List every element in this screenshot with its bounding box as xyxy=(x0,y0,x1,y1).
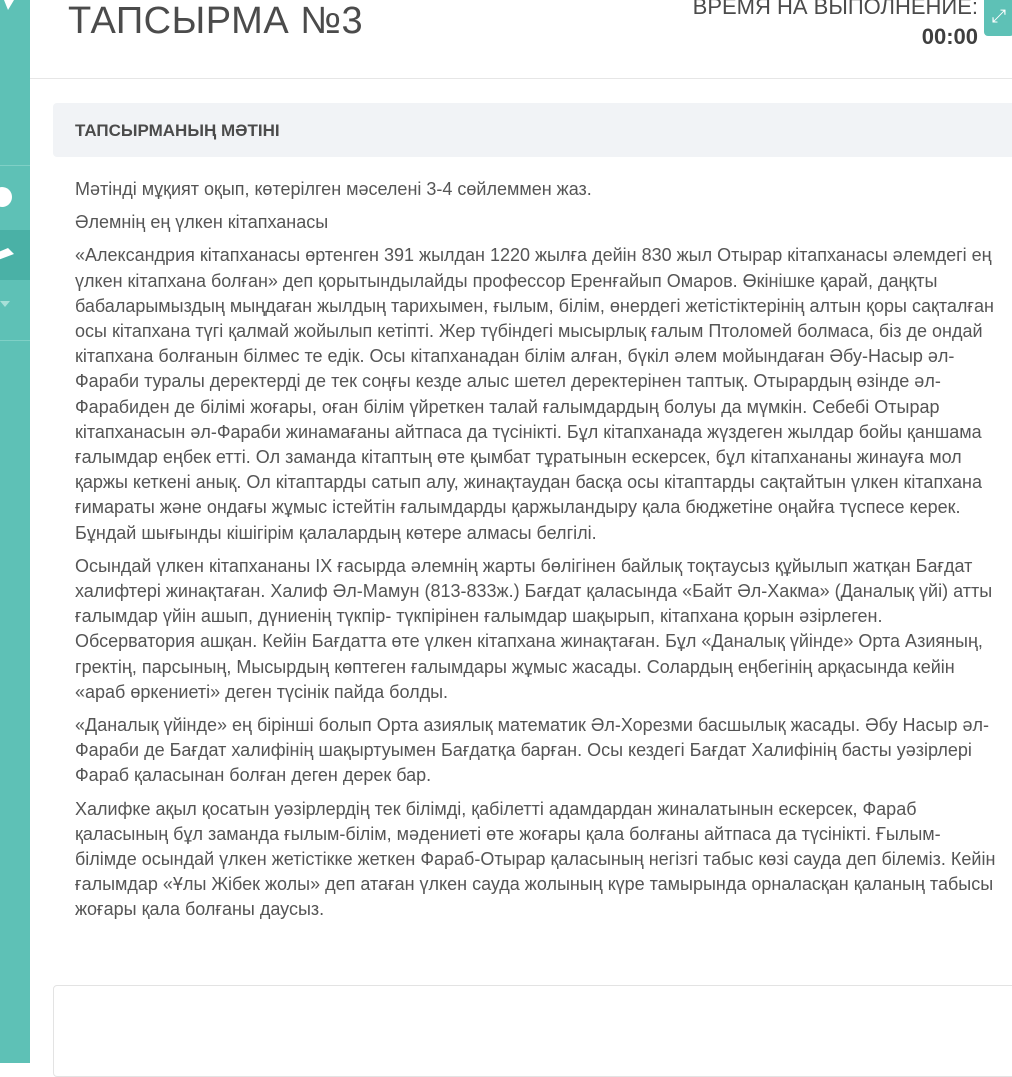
section-title: ТАПСЫРМАНЫҢ МӘТІНІ xyxy=(75,121,280,140)
timer-label: ВРЕМЯ НА ВЫПОЛНЕНИЕ: xyxy=(692,0,978,19)
sidebar-item-top[interactable] xyxy=(0,0,30,20)
answer-input[interactable] xyxy=(53,985,1012,1077)
sidebar xyxy=(0,0,30,1063)
paragraph-4: Халифке ақыл қосатын уәзірлердің тек білімді, қабілетті адамдардан жиналатынын ескерсек, Фараб қаласының бұл заманда ғылым-білім, мәдениеті өте жоғары қала болғаны айтпаса да түсінікті. Ғылым-білімде осындай үлкен жетістікке жеткен Фараб-Отырар қаласының негізгі табыс көзі сауда деп білеміз. Кейін ғалымдар «Ұлы Жібек жолы» деп атаған үлкен сауда жолының күре тамырында орналасқан қаланың табысы жоғары қала болғаны даусыз. xyxy=(75,798,996,920)
page-title: ТАПСЫРМА №3 xyxy=(68,0,364,42)
sidebar-divider xyxy=(0,165,30,166)
paragraph-1: «Александрия кітапханасы өртенген 391 жылдан 1220 жылға дейін 830 жыл Отырар кітапханасы әлемдегі ең үлкен кітапхана болған» деп қорытындылайды профессор Еренғайып Омаров. Өкінішке қарай, даңқты бабаларымыздың мыңдаған жылдың тарихымен, ғылым, білім, өнердегі жетістіктерінің алтын қоры сақталған осы кітапхана түгі қалмай жойылып кетіпті. Жер түбіндегі мысырлық ғалым Птоломей болмаса, біз де ондай кітапхана болғанын білмес те едік. Осы кітапханадан білім алған, бүкіл әлем мойындаған Әбу-Насыр әл-Фараби туралы деректерді де тек соңғы кезде алыс шетел деректерінен таптық. Отырардың өзінде әл-Фарабиден де білімі жоғары, оған білім үйреткен талай ғалымдардың болуы да мүмкін. Себебі Отырар кітапханасын әл-Фараби жинамағаны айтпаса да түсінікті. Бұл кітапханада жүздеген жылдар бойы қаншама ғалымдар еңбек етті. Ол заманда кітаптың өте қымбат тұратынын ескерсек, бұл кітапхананы жинауға мол қаржы кеткені анық. Ол кітаптарды сатып алу, жинақтаудан басқа осы кітаптарды сақтайтын үлкен кітапхана ғимараты және ондағы жұмыс істейтін ғалымдарды қаржыландыру қала бюджетіне оңайға түспесе керек. Бұндай шығынды кішігірім қалалардың көтере алмасы белгілі. xyxy=(75,245,994,543)
instruction-text: Мәтінді мұқият оқып, көтерілген мәселені 3-4 сөйлеммен жаз. xyxy=(75,179,592,199)
paragraph-2: Осындай үлкен кітапхананы IX ғасырда әлемнің жарты бөлігінен байлық тоқтаусыз құйылып жатқан Бағдат халифтері жинақтаған. Халиф Әл-Мамун (813-833ж.) Бағдат қаласында «Байт Әл-Хакма» (Даналық үйі) атты ғалымдар үйін ашып, дүниенің түкпір- түкпірінен ғалымдар шақырып, кітапхана қорын әзірлеген. Обсерватория ашқан. Кейін Бағдатта өте үлкен кітапхана жинақтаған. Бұл «Даналық үйінде» Орта Азияның, гректің, парсының, Мысырдың көптеген ғалымдары жұмыс жасады. Солардың еңбегінің арқасында кейін «араб өркениеті» деген түсінік пайда болды. xyxy=(75,555,993,702)
graduation-cap-icon xyxy=(0,230,30,280)
paragraph-3: «Даналық үйінде» ең бірінші болып Орта азиялық математик Әл-Хорезми басшылық жасады. Әбу Насыр әл-Фараби де Бағдат халифінің шақыртуымен Бағдатқа барған. Осы кездегі Бағдат Халифінің басты уәзірлері Фараб қаласынан болған деген дерек бар. xyxy=(75,715,990,786)
chevron-right-icon xyxy=(0,0,30,20)
sidebar-item-profile[interactable] xyxy=(0,182,30,212)
sidebar-item-courses[interactable] xyxy=(0,230,30,280)
text-heading: Әлемнің ең үлкен кітапханасы xyxy=(75,212,329,233)
task-text-header xyxy=(53,103,1012,157)
fullscreen-button[interactable] xyxy=(984,0,1012,36)
sidebar-item-more[interactable] xyxy=(0,295,30,315)
chevron-down-icon xyxy=(0,295,30,315)
sidebar-divider xyxy=(0,340,30,341)
expand-icon: ⤢ xyxy=(991,5,1007,26)
circle-icon xyxy=(0,182,30,212)
page-header xyxy=(30,0,1012,79)
timer-value: 00:00 xyxy=(921,24,978,49)
task-text xyxy=(75,177,997,931)
